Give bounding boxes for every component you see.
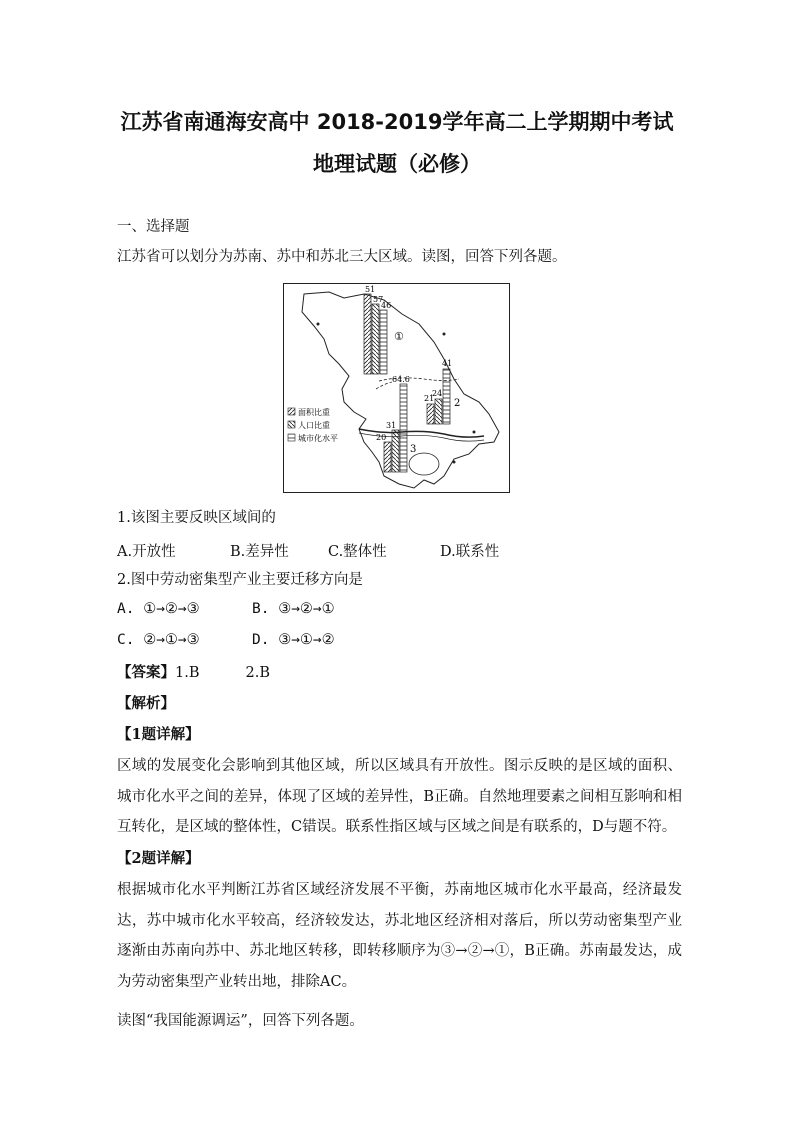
map-num-57: 57 xyxy=(373,295,384,304)
bar-r1-urban xyxy=(380,310,387,374)
q1-option-c[interactable]: C.整体性 xyxy=(328,544,387,560)
question-intro: 江苏省可以划分为苏南、苏中和苏北三大区域。读图，回答下列各题。 xyxy=(117,249,567,265)
q2-option-d[interactable]: D. ③→①→② xyxy=(252,632,335,648)
detail1-text: 区域的发展变化会影响到其他区域，所以区域具有开放性。图示反映的是区域的面积、城市化水平之间的差异，体现了区域的差异性，B正确。自然地理要素之间相互影响和相互转化，是区域的整体性，C错误。联系性指区域与区域之间是有联系的，D与题不符。 xyxy=(117,758,682,836)
analysis-label: 【解析】 xyxy=(117,695,175,712)
bar-r1-pop xyxy=(372,304,379,374)
q1-stem: 1.该图主要反映区域间的 xyxy=(117,510,276,526)
bar-r1-area xyxy=(364,294,371,374)
legend-area: 面积比重 xyxy=(298,408,330,417)
bar-r3-area xyxy=(384,442,391,472)
map-num-20: 20 xyxy=(376,433,387,442)
map-num-region1: ① xyxy=(394,330,404,343)
map-num-region2: 2 xyxy=(454,398,461,409)
taihu-lake xyxy=(409,453,439,475)
section-heading: 一、选择题 xyxy=(117,219,190,235)
map-num-51: 51 xyxy=(365,285,376,294)
map-num-41: 41 xyxy=(442,359,453,368)
q2-option-b[interactable]: B. ③→②→① xyxy=(252,601,335,617)
q1-option-b[interactable]: B.差异性 xyxy=(230,544,289,560)
answer-label: 【答案】 xyxy=(117,664,175,681)
map-num-21: 21 xyxy=(424,394,435,403)
detail2-label: 【2题详解】 xyxy=(117,850,200,867)
doc-title-line1: 江苏省南通海安高中 2018-2019学年高二上学期期中考试 xyxy=(120,110,674,134)
map-svg xyxy=(284,284,509,492)
bar-r2-area xyxy=(427,404,434,424)
legend-urbanization: 城市化水平 xyxy=(298,434,338,443)
detail1-label: 【1题详解】 xyxy=(117,726,200,743)
q2-option-c[interactable]: C. ②→①→③ xyxy=(117,632,200,648)
map-num-64-6: 64.6 xyxy=(392,375,410,384)
answer-1: 1.B xyxy=(175,665,200,681)
answer-2: 2.B xyxy=(245,665,270,681)
detail2-text: 根据城市化水平判断江苏省区域经济发展不平衡，苏南地区城市化水平最高，经济最发达，苏中城市化水平较高，经济较发达，苏北地区经济相对落后，所以劳动密集型产业逐渐由苏南向苏中、苏北地区转移，即转移顺序为③→②→①，B正确。苏南最发达，成为劳动密集型产业转出地，排除AC。 xyxy=(117,882,682,991)
bar-r3-urban xyxy=(400,384,407,472)
map-num-31: 31 xyxy=(386,421,397,430)
q1-option-a[interactable]: A.开放性 xyxy=(117,544,176,560)
q1-option-d[interactable]: D.联系性 xyxy=(440,544,500,560)
q2-option-a[interactable]: A. ①→②→③ xyxy=(117,601,200,617)
answer-line xyxy=(117,663,687,683)
doc-title-line2: 地理试题（必修） xyxy=(313,152,481,176)
map-num-46: 46 xyxy=(381,301,392,310)
bar-r2-urban xyxy=(443,369,450,424)
q2-stem: 2.图中劳动密集型产业主要迁移方向是 xyxy=(117,572,363,588)
bar-r2-pop xyxy=(435,399,442,424)
bar-r3-pop xyxy=(392,430,399,472)
jiangsu-region-map xyxy=(283,283,510,493)
legend-population: 人口比重 xyxy=(298,421,330,430)
map-num-region3: 3 xyxy=(410,444,417,455)
map-num-24: 24 xyxy=(432,389,443,398)
next-question-intro: 读图“我国能源调运”，回答下列各题。 xyxy=(117,1013,364,1029)
